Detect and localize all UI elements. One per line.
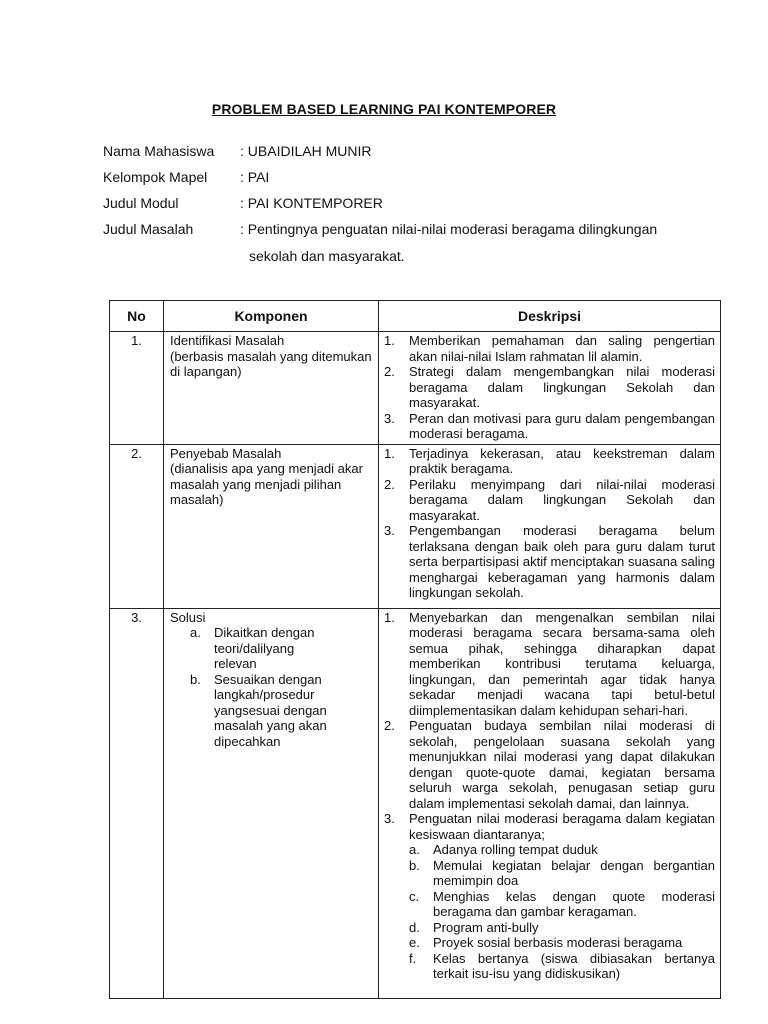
sub-item — [409, 920, 715, 936]
item-letter: b. — [190, 671, 201, 687]
header-komponen: Komponen — [164, 301, 379, 332]
item-number: 2. — [384, 364, 395, 379]
item-text: Menyebarkan dan mengenalkan sembilan nilai moderasi beragama secara bersama-sama oleh semua pihak, sehingga diharapkan dapat memberikan kontribusi terutama keluarga, lingkungan, dan pemerintah agar tidak hanya sekadar menjadi wacana tapi betul-betul diimplementasikan dalam kehidupan sehari-hari. — [409, 609, 715, 718]
sub-letter: d. — [409, 919, 420, 935]
meta-label: Judul Masalah — [103, 221, 194, 237]
deskripsi-cell — [379, 332, 721, 445]
meta-label: Nama Mahasiswa — [103, 143, 215, 159]
deskripsi-cell — [379, 444, 721, 608]
item-text: Sesuaikan dengan langkah/prosedur yangsesuai dengan masalah yang akan dipecahkan — [214, 671, 327, 749]
sub-item — [409, 858, 715, 889]
sub-letter: b. — [409, 857, 420, 873]
meta-value: : Pentingnya penguatan nilai-nilai moderasi beragama dilingkungan — [240, 221, 658, 237]
sub-item — [409, 951, 715, 982]
meta-label: Judul Modul — [103, 195, 179, 211]
item-text: Pengembangan moderasi beragama belum terlaksana dengan baik oleh para guru dalam turut serta berpartisipasi aktif menciptakan suasana saling menghargai keberagaman yang harmonis dalam lingkungan sekolah. — [409, 523, 715, 600]
item-number: 3. — [384, 811, 395, 826]
item-number: 1. — [384, 445, 395, 461]
sub-list — [409, 842, 715, 982]
komponen-title: Identifikasi Masalah — [170, 333, 285, 348]
student-info — [103, 143, 680, 264]
header-no: No — [110, 301, 164, 332]
document-title: PROBLEM BASED LEARNING PAI KONTEMPORER — [211, 101, 557, 117]
item-text: Perilaku menyimpang dari nilai-nilai moderasi beragama dalam lingkungan Sekolah dan masyarakat. — [409, 476, 715, 523]
meta-value-continuation: sekolah dan masyarakat. — [249, 248, 405, 264]
sub-text: Program anti-bully — [433, 919, 539, 935]
list-item — [384, 718, 715, 811]
deskripsi-cell — [379, 608, 721, 998]
sub-text: Proyek sosial berbasis moderasi beragama — [433, 935, 683, 950]
row-number: 2. — [110, 444, 164, 608]
list-item — [384, 610, 715, 719]
list-item — [384, 411, 715, 442]
item-body — [409, 811, 715, 982]
table-row — [110, 608, 721, 998]
item-number: 1. — [384, 333, 395, 348]
komponen-title: Solusi — [170, 609, 206, 625]
item-text: Penguatan budaya sembilan nilai moderasi di sekolah, pengelolaan suasana sekolah yang menunjukkan nilai moderasi yang dapat dilakukan dengan quote-quote damai, kegiatan bersama seluruh warga sekolah, penugasan setiap guru dalam implementasi sekolah damai, dan lainnya. — [409, 718, 715, 811]
solusi-list — [170, 625, 374, 749]
item-letter: a. — [190, 625, 201, 640]
meta-value: : PAI — [240, 169, 270, 185]
meta-label: Kelompok Mapel — [103, 169, 208, 185]
table-row — [110, 444, 721, 608]
item-number: 1. — [384, 609, 395, 625]
header-deskripsi: Deskripsi — [379, 301, 721, 332]
sub-text: Memulai kegiatan belajar dengan bergantian memimpin doa — [433, 857, 715, 888]
meta-value: : UBAIDILAH MUNIR — [240, 143, 372, 159]
list-item — [384, 446, 715, 477]
item-text: Dikaitkan dengan teori/dalilyang relevan — [214, 625, 315, 671]
komponen-detail: (berbasis masalah yang ditemukan di lapangan) — [170, 348, 372, 379]
row-number: 1. — [110, 332, 164, 445]
item-number: 3. — [384, 523, 395, 538]
sub-letter: a. — [409, 842, 420, 857]
list-item — [384, 333, 715, 364]
sub-item — [409, 889, 715, 920]
item-text: Memberikan pemahaman dan saling pengertian akan nilai-nilai Islam rahmatan lil alamin. — [409, 333, 715, 364]
list-item — [190, 625, 374, 672]
meta-row-modul — [103, 195, 680, 221]
sub-text: Kelas bertanya (siswa dibiasakan bertanya terkait isu-isu yang didiskusikan) — [433, 950, 715, 981]
komponen-cell — [164, 608, 379, 998]
sub-item — [409, 935, 715, 951]
meta-row-nama — [103, 143, 680, 169]
komponen-cell — [164, 444, 379, 608]
sub-letter: f. — [409, 950, 417, 966]
list-item — [384, 477, 715, 524]
pbl-table — [109, 300, 721, 999]
komponen-detail: (dianalisis apa yang menjadi akar masalah yang menjadi pilihan masalah) — [170, 461, 363, 507]
item-number: 3. — [384, 410, 395, 426]
sub-letter: c. — [409, 888, 420, 904]
list-item — [384, 364, 715, 411]
list-item — [384, 523, 715, 601]
item-number: 2. — [384, 718, 395, 733]
list-item — [384, 811, 715, 982]
sub-letter: e. — [409, 935, 420, 950]
list-item — [190, 672, 374, 750]
item-number: 2. — [384, 476, 395, 492]
komponen-cell — [164, 332, 379, 445]
table-header-row — [110, 301, 721, 332]
meta-row-kelompok — [103, 169, 680, 195]
item-text: Peran dan motivasi para guru dalam pengembangan moderasi beragama. — [409, 410, 715, 441]
sub-item — [409, 842, 715, 858]
komponen-title: Penyebab Masalah — [170, 445, 282, 461]
meta-value: : PAI KONTEMPORER — [240, 195, 383, 211]
item-text: Strategi dalam mengembangkan nilai moderasi beragama dalam lingkungan Sekolah dan masyarakat. — [409, 364, 715, 410]
sub-text: Adanya rolling tempat duduk — [433, 842, 598, 857]
sub-text: Menghias kelas dengan quote moderasi beragama dan gambar keragaman. — [433, 888, 715, 919]
meta-row-masalah — [103, 221, 680, 247]
item-text: Penguatan nilai moderasi beragama dalam kegiatan kesiswaan diantaranya; — [409, 811, 715, 842]
row-number: 3. — [110, 608, 164, 998]
table-row — [110, 332, 721, 445]
item-text: Terjadinya kekerasan, atau keekstreman dalam praktik beragama. — [409, 445, 715, 476]
